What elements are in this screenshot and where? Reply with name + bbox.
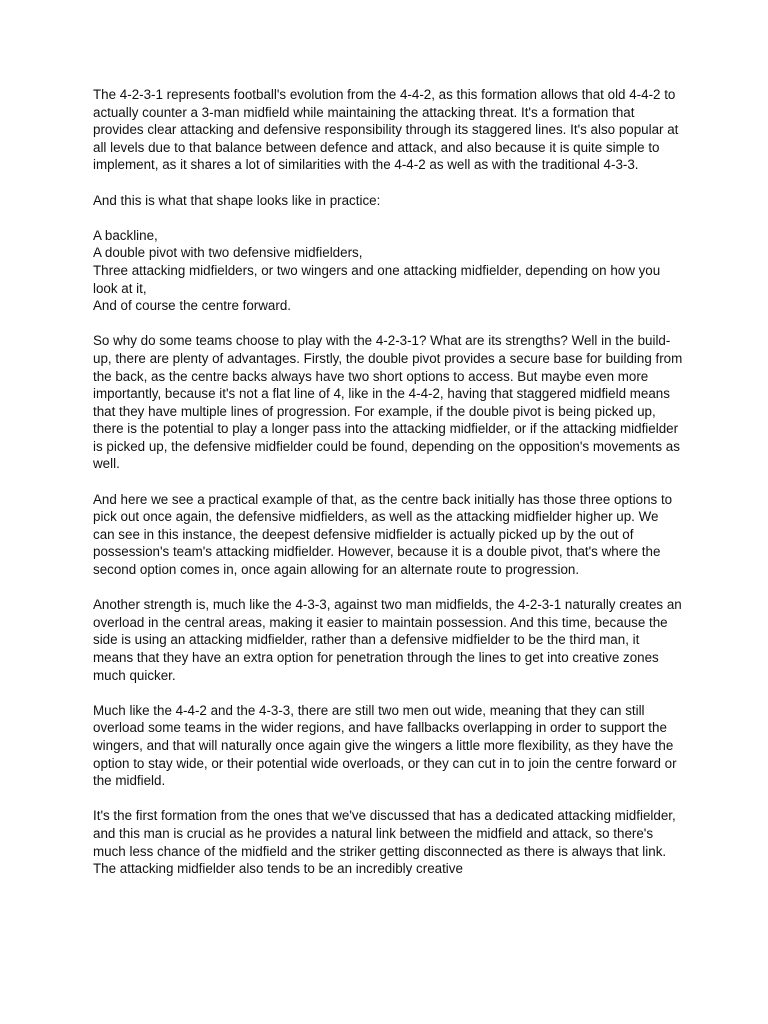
document-body — [93, 86, 683, 895]
paragraph-strengths: So why do some teams choose to play with the 4-2-3-1? What are its strengths? Well in the build-up, there are plenty of advantages. Firstly, the double pivot provides a secure base for building from the back, as the centre backs always have two short options to access. But maybe even more importantly, because it's not a flat line of 4, like in the 4-4-2, having that staggered midfield means that they have multiple lines of progression. For example, if the double pivot is being picked up, there is the potential to play a longer pass into the attacking midfielder, or if the attacking midfielder is picked up, the defensive midfielder could be found, depending on the opposition's movements as well. — [93, 333, 683, 472]
paragraph-shape-lead: And this is what that shape looks like in practice: — [93, 192, 381, 208]
paragraph-wide-players: Much like the 4-4-2 and the 4-3-3, there are still two men out wide, meaning that they can still overload some teams in the wider regions, and have fallbacks overlapping in order to support the wingers, and that will naturally once again give the wingers a little more flexibility, as they have the option to stay wide, or their potential wide overloads, or they can cut in to join the centre forward or the midfield. — [93, 702, 677, 789]
list-line-backline: A backline, — [93, 227, 158, 243]
paragraph-intro: The 4-2-3-1 represents football's evolution from the 4-4-2, as this formation allows that old 4-4-2 to actually counter a 3-man midfield while maintaining the attacking threat. It's a formation that provides clear attacking and defensive responsibility through its staggered lines. It's also popular at all levels due to that balance between defence and attack, and also because it is quite simple to implement, as it shares a lot of similarities with the 4-4-2 as well as with the traditional 4-3-3. — [93, 87, 679, 173]
list-line-double-pivot: A double pivot with two defensive midfielders, — [93, 245, 363, 261]
formation-shape-list — [93, 227, 683, 315]
list-line-centre-forward: And of course the centre forward. — [93, 298, 291, 314]
paragraph-central-overload: Another strength is, much like the 4-3-3, against two man midfields, the 4-2-3-1 naturally creates an overload in the central areas, making it easier to maintain possession. And this time, because the side is using an attacking midfielder, rather than a defensive midfielder to be the third man, it means that they have an extra option for penetration through the lines to get into creative zones much quicker. — [93, 597, 682, 683]
paragraph-practical-example: And here we see a practical example of that, as the centre back initially has those three options to pick out once again, the defensive midfielders, as well as the attacking midfielder higher up. We can see in this instance, the deepest defensive midfielder is actually picked up by the out of possession's team's attacking midfielder. However, because it is a double pivot, that's where the second option comes in, once again allowing for an alternate route to progression. — [93, 491, 673, 578]
list-line-attacking-midfielders: Three attacking midfielders, or two wingers and one attacking midfielder, depending on how you look at it, — [93, 262, 661, 296]
paragraph-attacking-midfielder: It's the first formation from the ones that we've discussed that has a dedicated attacking midfielder, and this man is crucial as he provides a natural link between the midfield and attack, so there's much less chance of the midfield and the striker getting disconnected as there is always that link. The attacking midfielder also tends to be an incredibly creative — [93, 808, 676, 877]
